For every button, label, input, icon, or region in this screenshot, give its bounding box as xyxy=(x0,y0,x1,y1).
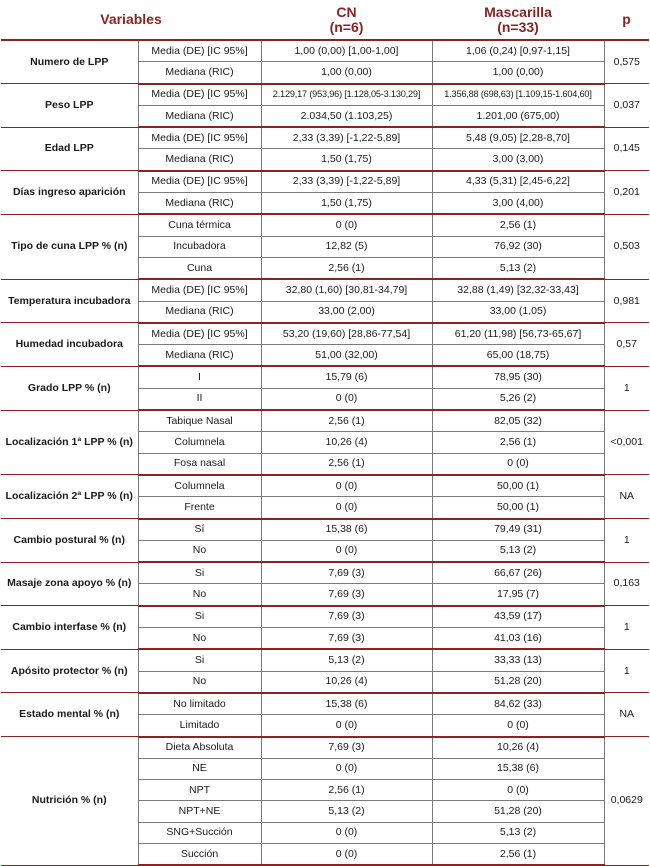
mascarilla-value: 0 (0) xyxy=(432,715,604,737)
cn-value: 7,69 (3) xyxy=(261,606,432,628)
mascarilla-value: 33,33 (13) xyxy=(432,649,604,671)
statistic-label: NE xyxy=(138,758,261,779)
mascarilla-value: 84,62 (33) xyxy=(432,693,604,715)
statistic-label: Limitado xyxy=(138,715,261,737)
mascarilla-value: 51,28 (20) xyxy=(432,671,604,693)
variable-label: Cambio postural % (n) xyxy=(1,519,138,563)
variable-label: Estado mental % (n) xyxy=(1,693,138,737)
table-row xyxy=(1,475,649,497)
statistic-label: No xyxy=(138,540,261,562)
p-value: 0,201 xyxy=(604,171,649,215)
variable-label: Numero de LPP xyxy=(1,40,138,84)
statistic-label: Media (DE) [IC 95%] xyxy=(138,279,261,301)
header-mascarilla-n: (n=33) xyxy=(497,18,539,35)
table-row xyxy=(1,214,649,236)
p-value: 0,163 xyxy=(604,562,649,606)
mascarilla-value: 41,03 (16) xyxy=(432,628,604,650)
cn-value: 12,82 (5) xyxy=(261,236,432,257)
table-row xyxy=(1,606,649,628)
statistic-label: Cuna térmica xyxy=(138,214,261,236)
mascarilla-value: 32,88 (1,49) [32,32-33,43] xyxy=(432,279,604,301)
cn-value: 2.034,50 (1.103,25) xyxy=(261,105,432,127)
mascarilla-value: 1,00 (0,00) xyxy=(432,62,604,84)
cn-value: 32,80 (1,60) [30,81-34,79] xyxy=(261,279,432,301)
p-value: 0,57 xyxy=(604,323,649,367)
cn-value: 7,69 (3) xyxy=(261,628,432,650)
statistic-label: No xyxy=(138,628,261,650)
mascarilla-value: 17,95 (7) xyxy=(432,584,604,606)
statistic-label: Mediana (RIC) xyxy=(138,301,261,323)
header-cn-label: CN xyxy=(336,3,357,20)
table-row xyxy=(1,519,649,541)
statistic-label: Frente xyxy=(138,497,261,519)
statistic-label: Succión xyxy=(138,843,261,865)
mascarilla-value: 3,00 (3,00) xyxy=(432,149,604,171)
cn-value: 15,38 (6) xyxy=(261,519,432,541)
variable-label: Humedad incubadora xyxy=(1,323,138,367)
variable-label: Masaje zona apoyo % (n) xyxy=(1,562,138,606)
mascarilla-value: 1.356,88 (698,63) [1.109,15-1.604,60] xyxy=(432,84,604,106)
p-value: 1 xyxy=(604,366,649,410)
statistic-label: Tabique Nasal xyxy=(138,410,261,432)
mascarilla-value: 2,56 (1) xyxy=(432,843,604,865)
mascarilla-value: 0 (0) xyxy=(432,780,604,801)
header-p: p xyxy=(604,0,649,40)
cn-value: 7,69 (3) xyxy=(261,562,432,584)
mascarilla-value: 66,67 (26) xyxy=(432,562,604,584)
mascarilla-value: 5,26 (2) xyxy=(432,388,604,410)
variable-label: Localización 1ª LPP % (n) xyxy=(1,410,138,475)
variable-label: Cambio interfase % (n) xyxy=(1,606,138,650)
p-value: 0,503 xyxy=(604,214,649,279)
statistic-label: No xyxy=(138,584,261,606)
statistic-label: Media (DE) [IC 95%] xyxy=(138,127,261,149)
header-row xyxy=(1,0,649,40)
statistic-label: Mediana (RIC) xyxy=(138,345,261,367)
cn-value: 53,20 (19,60) [28,86-77,54] xyxy=(261,323,432,345)
p-value: 0,145 xyxy=(604,127,649,171)
p-value: <0,001 xyxy=(604,410,649,475)
statistic-label: Media (DE) [IC 95%] xyxy=(138,40,261,62)
variable-label: Grado LPP % (n) xyxy=(1,366,138,410)
header-mascarilla xyxy=(432,0,604,40)
cn-value: 2,56 (1) xyxy=(261,410,432,432)
mascarilla-value: 2,56 (1) xyxy=(432,214,604,236)
statistic-label: No limitado xyxy=(138,693,261,715)
table-row xyxy=(1,323,649,345)
results-table xyxy=(1,0,649,866)
mascarilla-value: 78,95 (30) xyxy=(432,366,604,388)
cn-value: 0 (0) xyxy=(261,497,432,519)
mascarilla-value: 4,33 (5,31) [2,45-6,22] xyxy=(432,171,604,193)
cn-value: 7,69 (3) xyxy=(261,584,432,606)
variable-label: Localización 2ª LPP % (n) xyxy=(1,475,138,519)
statistic-label: Mediana (RIC) xyxy=(138,62,261,84)
cn-value: 0 (0) xyxy=(261,822,432,843)
table-row xyxy=(1,649,649,671)
mascarilla-value: 2,56 (1) xyxy=(432,432,604,453)
cn-value: 2,56 (1) xyxy=(261,780,432,801)
statistic-label: Incubadora xyxy=(138,236,261,257)
p-value: 0,0629 xyxy=(604,737,649,866)
cn-value: 2,33 (3,39) [-1,22-5,89] xyxy=(261,127,432,149)
statistic-label: Mediana (RIC) xyxy=(138,105,261,127)
mascarilla-value: 50,00 (1) xyxy=(432,475,604,497)
mascarilla-value: 5,13 (2) xyxy=(432,822,604,843)
cn-value: 15,79 (6) xyxy=(261,366,432,388)
statistic-label: No xyxy=(138,671,261,693)
cn-value: 2,56 (1) xyxy=(261,453,432,475)
mascarilla-value: 15,38 (6) xyxy=(432,758,604,779)
table-row xyxy=(1,366,649,388)
header-cn-n: (n=6) xyxy=(329,18,364,35)
cn-value: 0 (0) xyxy=(261,715,432,737)
header-cn xyxy=(261,0,432,40)
mascarilla-value: 51,28 (20) xyxy=(432,801,604,822)
variable-label: Temperatura incubadora xyxy=(1,279,138,323)
statistic-label: Si xyxy=(138,649,261,671)
mascarilla-value: 5,13 (2) xyxy=(432,257,604,279)
table-row xyxy=(1,737,649,759)
mascarilla-value: 1.201,00 (675,00) xyxy=(432,105,604,127)
statistic-label: NPT xyxy=(138,780,261,801)
cn-value: 2.129,17 (953,96) [1.128,05-3.130,29] xyxy=(261,84,432,106)
p-value: NA xyxy=(604,693,649,737)
cn-value: 51,00 (32,00) xyxy=(261,345,432,367)
statistic-label: II xyxy=(138,388,261,410)
cn-value: 0 (0) xyxy=(261,475,432,497)
statistic-label: Cuna xyxy=(138,257,261,279)
header-variables: Variables xyxy=(1,0,261,40)
statistic-label: Mediana (RIC) xyxy=(138,149,261,171)
p-value: 0,575 xyxy=(604,40,649,84)
mascarilla-value: 5,13 (2) xyxy=(432,540,604,562)
variable-label: Días ingreso aparición xyxy=(1,171,138,215)
table-row xyxy=(1,127,649,149)
statistic-label: SNG+Succión xyxy=(138,822,261,843)
statistic-label: Media (DE) [IC 95%] xyxy=(138,84,261,106)
mascarilla-value: 3,00 (4,00) xyxy=(432,193,604,215)
cn-value: 5,13 (2) xyxy=(261,649,432,671)
cn-value: 10,26 (4) xyxy=(261,432,432,453)
cn-value: 0 (0) xyxy=(261,758,432,779)
cn-value: 1,00 (0,00) [1,00-1,00] xyxy=(261,40,432,62)
cn-value: 2,56 (1) xyxy=(261,257,432,279)
variable-label: Peso LPP xyxy=(1,84,138,128)
mascarilla-value: 50,00 (1) xyxy=(432,497,604,519)
p-value: 0,037 xyxy=(604,84,649,128)
mascarilla-value: 33,00 (1,05) xyxy=(432,301,604,323)
p-value: 1 xyxy=(604,606,649,650)
variable-label: Nutrición % (n) xyxy=(1,737,138,866)
mascarilla-value: 61,20 (11,98) [56,73-65,67] xyxy=(432,323,604,345)
table-row xyxy=(1,693,649,715)
statistic-label: Dieta Absoluta xyxy=(138,737,261,759)
variable-label: Apósito protector % (n) xyxy=(1,649,138,693)
p-value: 1 xyxy=(604,519,649,563)
statistic-label: Media (DE) [IC 95%] xyxy=(138,323,261,345)
cn-value: 0 (0) xyxy=(261,388,432,410)
cn-value: 2,33 (3,39) [-1,22-5,89] xyxy=(261,171,432,193)
statistic-label: Si xyxy=(138,606,261,628)
mascarilla-value: 79,49 (31) xyxy=(432,519,604,541)
variable-label: Tipo de cuna LPP % (n) xyxy=(1,214,138,279)
mascarilla-value: 43,59 (17) xyxy=(432,606,604,628)
cn-value: 10,26 (4) xyxy=(261,671,432,693)
cn-value: 1,50 (1,75) xyxy=(261,149,432,171)
p-value: 0,981 xyxy=(604,279,649,323)
header-mascarilla-label: Mascarilla xyxy=(484,3,552,20)
cn-value: 0 (0) xyxy=(261,214,432,236)
statistic-label: Mediana (RIC) xyxy=(138,193,261,215)
mascarilla-value: 76,92 (30) xyxy=(432,236,604,257)
mascarilla-value: 1,06 (0,24) [0,97-1,15] xyxy=(432,40,604,62)
cn-value: 5,13 (2) xyxy=(261,801,432,822)
cn-value: 1,50 (1,75) xyxy=(261,193,432,215)
cn-value: 33,00 (2,00) xyxy=(261,301,432,323)
cn-value: 15,38 (6) xyxy=(261,693,432,715)
statistic-label: Sí xyxy=(138,519,261,541)
table-row xyxy=(1,279,649,301)
table-row xyxy=(1,40,649,62)
cn-value: 7,69 (3) xyxy=(261,737,432,759)
mascarilla-value: 0 (0) xyxy=(432,453,604,475)
cn-value: 0 (0) xyxy=(261,843,432,865)
statistic-label: I xyxy=(138,366,261,388)
p-value: 1 xyxy=(604,649,649,693)
statistic-label: Columnela xyxy=(138,432,261,453)
mascarilla-value: 10,26 (4) xyxy=(432,737,604,759)
table-body xyxy=(1,40,649,865)
mascarilla-value: 82,05 (32) xyxy=(432,410,604,432)
statistic-label: Fosa nasal xyxy=(138,453,261,475)
variable-label: Edad LPP xyxy=(1,127,138,171)
statistic-label: NPT+NE xyxy=(138,801,261,822)
mascarilla-value: 65,00 (18,75) xyxy=(432,345,604,367)
table-row xyxy=(1,171,649,193)
table-row xyxy=(1,84,649,106)
statistic-label: Si xyxy=(138,562,261,584)
table-row xyxy=(1,562,649,584)
statistic-label: Media (DE) [IC 95%] xyxy=(138,171,261,193)
cn-value: 1,00 (0,00) xyxy=(261,62,432,84)
cn-value: 0 (0) xyxy=(261,540,432,562)
mascarilla-value: 5,48 (9,05) [2,28-8,70] xyxy=(432,127,604,149)
p-value: NA xyxy=(604,475,649,519)
table-row xyxy=(1,410,649,432)
statistic-label: Columnela xyxy=(138,475,261,497)
